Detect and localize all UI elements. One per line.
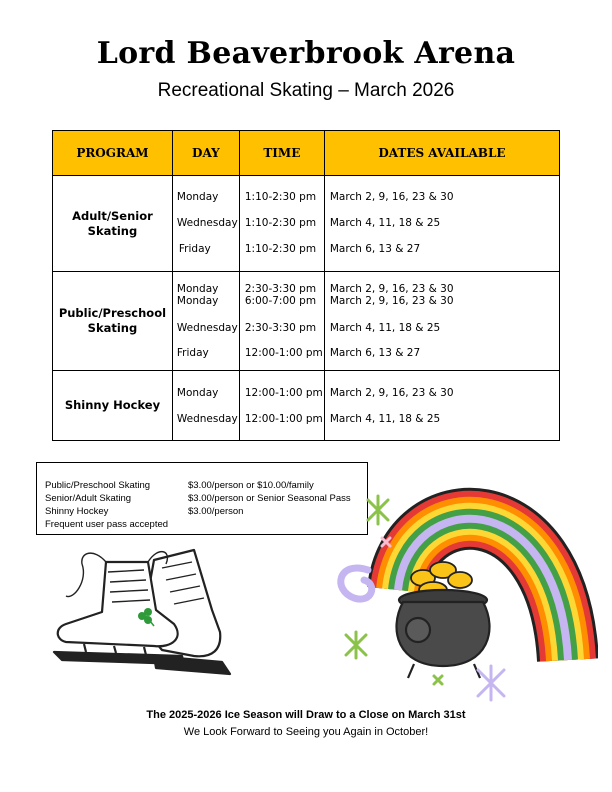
day-cell — [172, 176, 239, 272]
time-cell — [239, 371, 324, 441]
price-row — [45, 506, 244, 518]
time-text: 12:00-1:00 pm — [244, 413, 323, 425]
dates-cell — [324, 371, 559, 441]
column-header-day: DAY — [172, 131, 239, 176]
time-text: 1:10-2:30 pm — [244, 191, 317, 203]
dates-text: March 4, 11, 18 & 25 — [329, 413, 441, 425]
price-value: $3.00/person — [188, 506, 244, 517]
program-name-line: Adult/Senior — [72, 208, 153, 223]
dates-text: March 4, 11, 18 & 25 — [329, 217, 441, 229]
table-row — [53, 176, 560, 272]
program-name-line: Skating — [87, 321, 138, 335]
time-text: 1:10-2:30 pm — [244, 243, 317, 255]
price-value: $3.00/person or $10.00/family — [188, 480, 314, 491]
price-label: Shinny Hockey — [45, 506, 109, 517]
price-label: Public/Preschool Skating — [45, 480, 151, 491]
pricing-box — [36, 462, 368, 535]
sparkle-icon — [434, 676, 442, 684]
dates-text: March 2, 9, 16, 23 & 30 — [329, 283, 454, 295]
program-cell — [53, 371, 173, 441]
ice-skates-illustration — [44, 540, 244, 690]
price-value: $3.00/person or Senior Seasonal Pass — [188, 493, 351, 504]
day-text: Monday — [176, 191, 219, 203]
day-text: Monday — [176, 387, 219, 399]
dates-text: March 2, 9, 16, 23 & 30 — [329, 295, 454, 307]
rainbow-pot-of-gold-illustration — [328, 470, 598, 705]
dates-text: March 2, 9, 16, 23 & 30 — [329, 191, 454, 203]
dates-text: March 2, 9, 16, 23 & 30 — [329, 387, 454, 399]
day-text: Monday — [176, 295, 219, 307]
program-cell — [53, 176, 173, 272]
time-cell — [239, 272, 324, 371]
column-header-program: PROGRAM — [53, 131, 173, 176]
program-name-line: Shinny Hockey — [64, 398, 161, 412]
time-text: 2:30-3:30 pm — [244, 283, 317, 295]
time-text: 12:00-1:00 pm — [244, 347, 323, 359]
page-subtitle: Recreational Skating – March 2026 — [157, 80, 455, 101]
time-cell — [239, 176, 324, 272]
price-label: Senior/Adult Skating — [45, 493, 132, 504]
day-text: Wednesday — [176, 413, 238, 425]
dates-text: March 6, 13 & 27 — [329, 243, 421, 255]
look-forward-message: We Look Forward to Seeing you Again in October! — [183, 726, 429, 738]
dates-cell — [324, 272, 559, 371]
column-header-time: TIME — [239, 131, 324, 176]
program-name-line: Public/Preschool — [58, 306, 167, 320]
day-text: Friday — [176, 347, 209, 359]
day-text: Monday — [176, 283, 219, 295]
table-row — [53, 272, 560, 371]
dates-text: March 4, 11, 18 & 25 — [329, 322, 441, 334]
column-header-dates: DATES AVAILABLE — [324, 131, 559, 176]
program-cell — [53, 272, 173, 371]
schedule-table — [52, 130, 560, 441]
price-row — [45, 480, 314, 492]
dates-text: March 6, 13 & 27 — [329, 347, 421, 359]
time-text: 12:00-1:00 pm — [244, 387, 323, 399]
page-title: Lord Beaverbrook Arena — [96, 36, 516, 71]
sparkle-icon — [368, 496, 388, 524]
program-name-line: Skating — [87, 223, 138, 238]
sparkle-icon — [346, 632, 366, 658]
day-text: Wednesday — [176, 217, 238, 229]
day-text: Friday — [178, 243, 211, 255]
price-row — [45, 493, 351, 505]
day-cell — [172, 272, 239, 371]
swirl-icon — [341, 568, 372, 599]
time-text: 6:00-7:00 pm — [244, 295, 317, 307]
closing-announcement: The 2025-2026 Ice Season will Draw to a Close on March 31st — [146, 709, 466, 721]
pricing-note: Frequent user pass accepted — [45, 519, 169, 530]
header-row — [53, 131, 560, 176]
day-cell — [172, 371, 239, 441]
table-row — [53, 371, 560, 441]
time-text: 2:30-3:30 pm — [244, 322, 317, 334]
sparkle-icon — [478, 666, 504, 700]
dates-cell — [324, 176, 559, 272]
day-text: Wednesday — [176, 322, 238, 334]
time-text: 1:10-2:30 pm — [244, 217, 317, 229]
